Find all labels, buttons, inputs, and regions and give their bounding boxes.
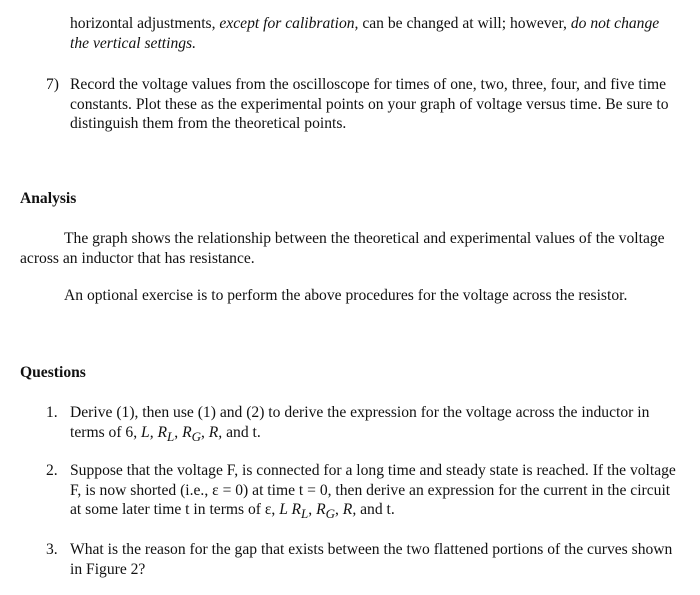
procedure-continued-text: horizontal adjustments, except for calibration, can be changed at will; however, do not change the vertical settings. bbox=[70, 15, 660, 52]
analysis-paragraph-2: An optional exercise is to perform the above procedures for the voltage across the resistor. bbox=[64, 287, 628, 304]
analysis-paragraph-1: The graph shows the relationship between the theoretical and experimental values of the voltage across an inductor that has resistance. bbox=[20, 230, 665, 267]
emphasis-calibration: except for calibration, bbox=[219, 15, 359, 32]
step-number: 7) bbox=[46, 76, 59, 93]
emphasis-vertical-settings: do not change the vertical settings. bbox=[70, 15, 660, 52]
questions-heading: Questions bbox=[20, 364, 86, 381]
question-number: 3. bbox=[46, 541, 58, 558]
question-text: Derive (1), then use (1) and (2) to derive the expression for the voltage across the inductor in terms of 6, L, $R_L$, $R_G$, R, and t. bbox=[70, 404, 650, 444]
analysis-heading: Analysis bbox=[20, 190, 77, 207]
question-number: 1. bbox=[46, 404, 58, 421]
question-text: Suppose that the voltage F, is connected for a long time and steady state is reached. If the voltage F, is now shorted (i.e., ε = 0) at time t = 0, then derive an expression for the current in the circuit at some later time t in terms of ε, L $R_L$, $R_G$, R, and t. bbox=[70, 462, 676, 522]
question-text: What is the reason for the gap that exists between the two flattened portions of the curves shown in Figure 2? bbox=[70, 541, 673, 578]
question-number: 2. bbox=[46, 462, 58, 479]
step-text: Record the voltage values from the oscilloscope for times of one, two, three, four, and five time constants. Plot these as the experimental points on your graph of voltage versus time. Be sure to distinguish them from the theoretical points. bbox=[70, 76, 669, 132]
